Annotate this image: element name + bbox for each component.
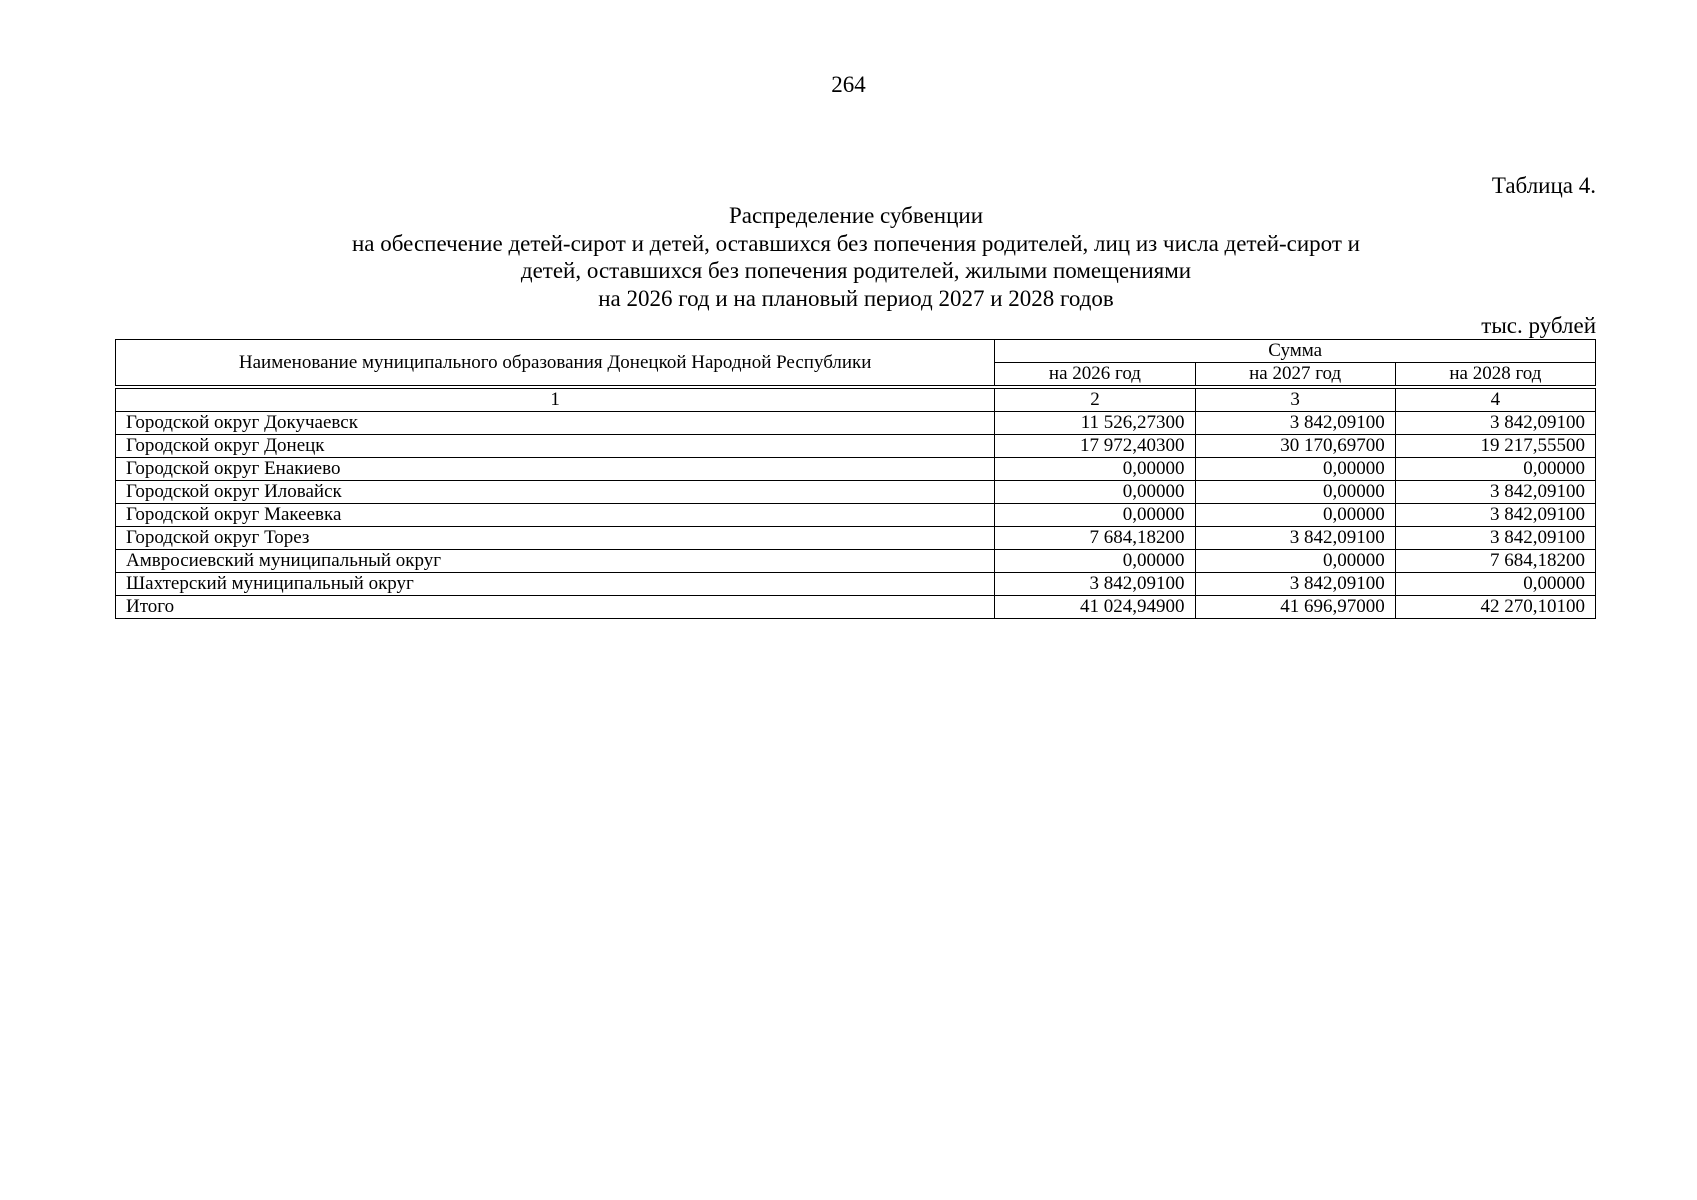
row-value-2026: 17 972,40300 xyxy=(995,435,1195,458)
row-name: Городской округ Иловайск xyxy=(116,481,995,504)
row-value-2027: 0,00000 xyxy=(1195,550,1395,573)
units-label: тыс. рублей xyxy=(1481,313,1596,338)
row-value-2028: 7 684,18200 xyxy=(1395,550,1595,573)
table-row xyxy=(116,504,1596,527)
header-year-2026: на 2026 год xyxy=(995,363,1195,386)
row-value-2027: 0,00000 xyxy=(1195,458,1395,481)
column-number: 2 xyxy=(995,389,1195,412)
total-value-2028: 42 270,10100 xyxy=(1395,596,1595,619)
row-value-2027: 3 842,09100 xyxy=(1195,412,1395,435)
row-value-2026: 3 842,09100 xyxy=(995,573,1195,596)
subsidy-table xyxy=(115,339,1596,619)
row-value-2026: 0,00000 xyxy=(995,504,1195,527)
row-value-2026: 0,00000 xyxy=(995,481,1195,504)
table-row xyxy=(116,481,1596,504)
total-value-2026: 41 024,94900 xyxy=(995,596,1195,619)
row-value-2028: 3 842,09100 xyxy=(1395,481,1595,504)
row-value-2028: 0,00000 xyxy=(1395,573,1595,596)
row-value-2027: 0,00000 xyxy=(1195,504,1395,527)
row-name: Городской округ Макеевка xyxy=(116,504,995,527)
header-year-2027: на 2027 год xyxy=(1195,363,1395,386)
row-value-2028: 3 842,09100 xyxy=(1395,527,1595,550)
total-value-2027: 41 696,97000 xyxy=(1195,596,1395,619)
row-value-2026: 0,00000 xyxy=(995,458,1195,481)
column-number: 1 xyxy=(116,389,995,412)
row-value-2028: 0,00000 xyxy=(1395,458,1595,481)
row-name: Городской округ Докучаевск xyxy=(116,412,995,435)
table-row xyxy=(116,458,1596,481)
row-value-2028: 3 842,09100 xyxy=(1395,412,1595,435)
row-name: Амвросиевский муниципальный округ xyxy=(116,550,995,573)
column-number-row xyxy=(116,389,1596,412)
page-number: 264 xyxy=(831,72,866,97)
table-row xyxy=(116,412,1596,435)
row-value-2027: 30 170,69700 xyxy=(1195,435,1395,458)
title-line: на 2026 год и на плановый период 2027 и 2028 годов xyxy=(598,285,1114,311)
title-line: на обеспечение детей-сирот и детей, оставшихся без попечения родителей, лиц из числа детей-сирот и xyxy=(352,230,1360,256)
row-value-2026: 7 684,18200 xyxy=(995,527,1195,550)
row-name: Городской округ Донецк xyxy=(116,435,995,458)
row-value-2027: 0,00000 xyxy=(1195,481,1395,504)
title-line: Распределение субвенции xyxy=(728,203,984,228)
table-row xyxy=(116,527,1596,550)
row-value-2028: 19 217,55500 xyxy=(1395,435,1595,458)
row-name: Городской округ Енакиево xyxy=(116,458,995,481)
document-title xyxy=(116,202,1596,312)
header-year-2028: на 2028 год xyxy=(1395,363,1595,386)
table-row xyxy=(116,550,1596,573)
row-value-2027: 3 842,09100 xyxy=(1195,573,1395,596)
row-value-2026: 0,00000 xyxy=(995,550,1195,573)
title-line: детей, оставшихся без попечения родителей, жилыми помещениями xyxy=(520,258,1192,283)
row-name: Городской округ Торез xyxy=(116,527,995,550)
row-name: Шахтерский муниципальный округ xyxy=(116,573,995,596)
table-label: Таблица 4. xyxy=(1491,173,1596,198)
header-name: Наименование муниципального образования Донецкой Народной Республики xyxy=(116,340,995,386)
column-number: 4 xyxy=(1395,389,1595,412)
row-value-2028: 3 842,09100 xyxy=(1395,504,1595,527)
row-value-2026: 11 526,27300 xyxy=(995,412,1195,435)
row-value-2027: 3 842,09100 xyxy=(1195,527,1395,550)
total-label: Итого xyxy=(116,596,995,619)
header-sum: Сумма xyxy=(995,340,1596,363)
table-total-row xyxy=(116,596,1596,619)
table-row xyxy=(116,573,1596,596)
column-number: 3 xyxy=(1195,389,1395,412)
table-header-row xyxy=(116,340,1596,363)
table-row xyxy=(116,435,1596,458)
